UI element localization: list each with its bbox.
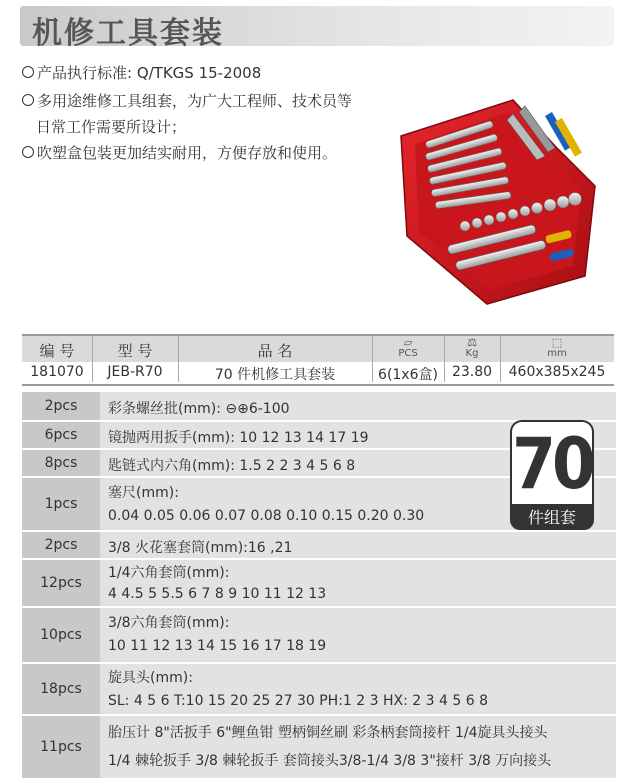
item-qty: 1pcs bbox=[22, 478, 100, 530]
item-text: 1/4 棘轮扳手 3/8 棘轮扳手 套筒接头3/8-1/4 3/8 3"接杆 3/8 万向接头 bbox=[108, 753, 552, 769]
list-item bbox=[22, 392, 616, 420]
item-text: 1/4六角套筒(mm): bbox=[108, 565, 230, 581]
item-text: 旋具头(mm): bbox=[108, 670, 193, 686]
item-text: 10 11 12 13 14 15 16 17 18 19 bbox=[108, 638, 327, 654]
feature-text: 吹塑盒包装更加结实耐用，方便存放和使用。 bbox=[37, 144, 338, 162]
badge-number: 70 bbox=[510, 420, 594, 506]
contents-panel bbox=[22, 392, 616, 778]
list-item bbox=[22, 716, 616, 778]
cell-code: 181070 bbox=[30, 364, 84, 380]
tool-case-image bbox=[395, 86, 621, 308]
cell-name: 70 件机修工具套装 bbox=[214, 367, 336, 383]
list-item bbox=[22, 664, 616, 714]
list-item bbox=[22, 608, 616, 662]
item-text: 3/8六角套筒(mm): bbox=[108, 615, 230, 631]
feature-3 bbox=[22, 142, 337, 163]
item-qty: 8pcs bbox=[22, 450, 100, 476]
piece-count-badge bbox=[510, 420, 594, 530]
cell-kg: 23.80 bbox=[451, 364, 493, 380]
item-text: 镜抛两用扳手(mm): 10 12 13 14 17 19 bbox=[108, 430, 369, 446]
item-text: 彩条螺丝批(mm): ⊖⊕6-100 bbox=[108, 401, 290, 417]
cell-pcs: 6(1x6盒) bbox=[378, 367, 438, 383]
item-qty: 2pcs bbox=[22, 532, 100, 558]
feature-2 bbox=[22, 90, 352, 111]
cell-dimensions: 460x385x245 bbox=[508, 364, 606, 380]
item-qty: 6pcs bbox=[22, 422, 100, 448]
title-bar bbox=[20, 6, 614, 51]
item-text: 4 4.5 5 5.5 6 7 8 9 10 11 12 13 bbox=[108, 586, 327, 602]
badge-label: 件组套 bbox=[510, 506, 594, 530]
box-icon: ▱ bbox=[403, 336, 413, 349]
circle-bullet-icon bbox=[22, 66, 34, 78]
feature-1 bbox=[22, 62, 261, 83]
item-qty: 18pcs bbox=[22, 664, 100, 714]
feature-text: 多用途维修工具组套，为广大工程师、技术员等 bbox=[37, 92, 353, 110]
header-kg: Kg bbox=[465, 348, 479, 359]
header-model: 型 号 bbox=[117, 342, 153, 360]
weight-icon: ⚖ bbox=[467, 336, 477, 349]
item-qty: 11pcs bbox=[22, 716, 100, 778]
item-qty: 12pcs bbox=[22, 560, 100, 606]
feature-2-cont bbox=[36, 116, 186, 137]
header-mm: mm bbox=[547, 348, 567, 359]
item-text: 胎压计 8"活扳手 6"鲤鱼钳 塑柄铜丝刷 彩条柄套筒接杆 1/4旋具头接头 bbox=[108, 725, 548, 741]
page-title: 机修工具套装 bbox=[32, 16, 224, 51]
item-qty: 10pcs bbox=[22, 608, 100, 662]
cell-model: JEB-R70 bbox=[107, 364, 163, 380]
item-qty: 2pcs bbox=[22, 392, 100, 420]
circle-bullet-icon bbox=[22, 94, 34, 106]
feature-text: 产品执行标准: Q/TKGS 15-2008 bbox=[37, 64, 262, 82]
header-pcs: PCS bbox=[398, 348, 418, 359]
item-text: 0.04 0.05 0.06 0.07 0.08 0.10 0.15 0.20 0.30 bbox=[108, 508, 425, 524]
item-text: 塞尺(mm): bbox=[108, 485, 179, 501]
item-text: 3/8 火花塞套筒(mm):16 ,21 bbox=[108, 540, 293, 556]
list-item bbox=[22, 560, 616, 606]
header-name: 品 名 bbox=[257, 342, 293, 360]
list-item bbox=[22, 532, 616, 558]
item-text: 匙链式内六角(mm): 1.5 2 2 3 4 5 6 8 bbox=[108, 458, 356, 474]
spec-table bbox=[22, 334, 614, 386]
feature-text: 日常工作需要所设计； bbox=[36, 118, 187, 136]
item-text: SL: 4 5 6 T:10 15 20 25 27 30 PH:1 2 3 HX: 2 3 4 5 6 8 bbox=[108, 693, 488, 709]
circle-bullet-icon bbox=[22, 146, 34, 158]
dimension-icon: ⬚ bbox=[551, 336, 563, 349]
header-code: 编 号 bbox=[39, 342, 75, 360]
